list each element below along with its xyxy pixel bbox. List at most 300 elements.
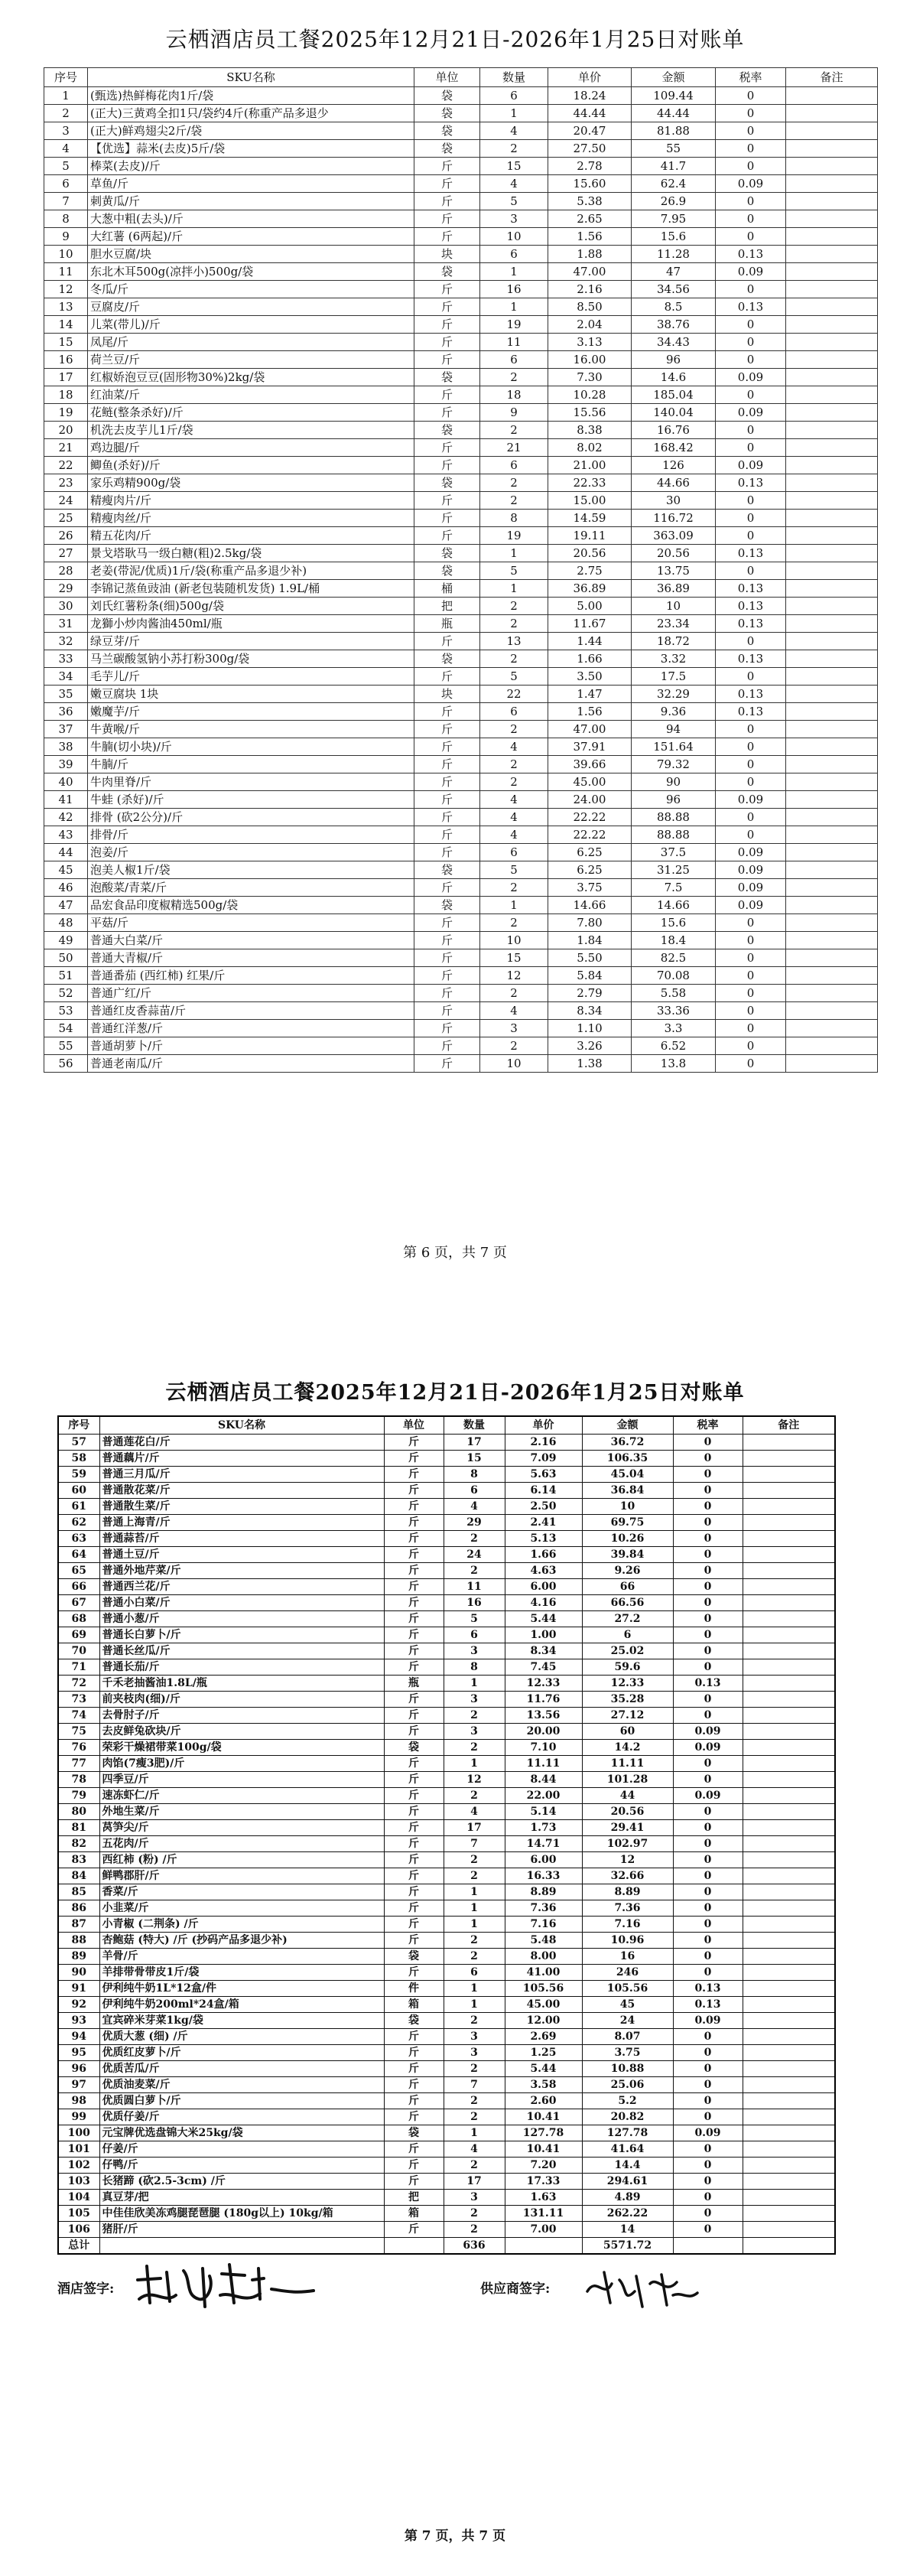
- row-tax-rate: 0: [716, 721, 786, 738]
- row-index: 51: [44, 967, 88, 985]
- row-quantity: 6: [444, 1627, 505, 1643]
- row-note: [743, 1643, 835, 1659]
- row-tax-rate: 0.13: [716, 474, 786, 492]
- row-amount: 13.75: [632, 562, 716, 580]
- row-unit: 斤: [414, 175, 480, 193]
- row-unit-price: 7.00: [505, 2222, 582, 2238]
- col-header-note: 备注: [743, 1416, 835, 1435]
- row-quantity: 1: [444, 1756, 505, 1772]
- row-unit: 件: [384, 1981, 444, 1997]
- row-tax-rate: 0.13: [716, 545, 786, 562]
- row-unit-price: 17.33: [505, 2174, 582, 2190]
- table-row: [58, 1852, 835, 1868]
- total-quantity: 636: [444, 2238, 505, 2255]
- row-unit: 斤: [414, 404, 480, 422]
- row-unit: 斤: [414, 210, 480, 228]
- row-quantity: 15: [444, 1451, 505, 1467]
- col-header-tax: 税率: [716, 68, 786, 87]
- row-tax-rate: 0: [673, 1611, 743, 1627]
- row-index: 12: [44, 281, 88, 298]
- row-index: 64: [58, 1547, 99, 1563]
- row-index: 49: [44, 932, 88, 949]
- row-sku-name: 精五花肉/斤: [88, 527, 414, 545]
- row-index: 36: [44, 703, 88, 721]
- row-tax-rate: 0: [716, 492, 786, 510]
- row-sku-name: 平菇/斤: [88, 914, 414, 932]
- table-row: [58, 2141, 835, 2158]
- row-unit-price: 3.75: [548, 879, 632, 897]
- row-tax-rate: 0: [716, 967, 786, 985]
- table-row: [44, 175, 878, 193]
- row-sku-name: 优质红皮萝卜/斤: [99, 2045, 384, 2061]
- row-tax-rate: 0: [716, 334, 786, 351]
- row-unit-price: 7.80: [548, 914, 632, 932]
- row-unit-price: 22.22: [548, 826, 632, 844]
- row-index: 43: [44, 826, 88, 844]
- row-sku-name: 长猪蹄 (砍2.5-3cm) /斤: [99, 2174, 384, 2190]
- row-quantity: 1: [480, 298, 548, 316]
- row-sku-name: 优质大葱 (细) /斤: [99, 2029, 384, 2045]
- row-tax-rate: 0: [673, 1531, 743, 1547]
- row-note: [743, 1659, 835, 1676]
- row-unit: 斤: [384, 1820, 444, 1836]
- row-unit-price: 41.00: [505, 1965, 582, 1981]
- row-amount: 5.2: [582, 2093, 673, 2109]
- row-tax-rate: 0.09: [716, 369, 786, 386]
- row-tax-rate: 0: [716, 193, 786, 210]
- row-unit-price: 7.30: [548, 369, 632, 386]
- row-quantity: 13: [480, 633, 548, 650]
- row-quantity: 12: [444, 1772, 505, 1788]
- row-unit-price: 105.56: [505, 1981, 582, 1997]
- row-quantity: 6: [480, 87, 548, 105]
- row-quantity: 24: [444, 1547, 505, 1563]
- row-tax-rate: 0: [716, 738, 786, 756]
- table-header-row: [44, 68, 878, 87]
- table-row: [58, 1740, 835, 1756]
- row-amount: 59.6: [582, 1659, 673, 1676]
- row-unit-price: 8.00: [505, 1949, 582, 1965]
- row-unit: 斤: [384, 1595, 444, 1611]
- row-sku-name: 去皮鲜兔砍块/斤: [99, 1724, 384, 1740]
- row-note: [786, 668, 878, 686]
- table-row: [58, 1804, 835, 1820]
- row-tax-rate: 0: [716, 210, 786, 228]
- row-amount: 7.36: [582, 1900, 673, 1917]
- row-unit: 斤: [384, 1917, 444, 1933]
- row-quantity: 2: [444, 1788, 505, 1804]
- row-sku-name: 鲜鸭郡肝/斤: [99, 1868, 384, 1884]
- row-index: 17: [44, 369, 88, 386]
- row-tax-rate: 0.09: [716, 844, 786, 861]
- row-quantity: 2: [480, 650, 548, 668]
- row-sku-name: 普通红皮香蒜苗/斤: [88, 1002, 414, 1020]
- row-note: [743, 1435, 835, 1451]
- row-quantity: 4: [444, 1804, 505, 1820]
- row-note: [786, 439, 878, 457]
- row-index: 42: [44, 809, 88, 826]
- row-quantity: 2: [480, 422, 548, 439]
- table-row: [58, 2206, 835, 2222]
- row-amount: 262.22: [582, 2206, 673, 2222]
- row-quantity: 1: [480, 897, 548, 914]
- table-row: [58, 1900, 835, 1917]
- row-note: [743, 1933, 835, 1949]
- table-row: [44, 773, 878, 791]
- table-row: [44, 316, 878, 334]
- row-sku-name: (正大)鲜鸡翅尖2斤/袋: [88, 122, 414, 140]
- row-amount: 8.89: [582, 1884, 673, 1900]
- row-amount: 14.4: [582, 2158, 673, 2174]
- row-sku-name: 鸡边腿/斤: [88, 439, 414, 457]
- row-quantity: 3: [480, 210, 548, 228]
- row-note: [743, 1868, 835, 1884]
- row-tax-rate: 0: [673, 1483, 743, 1499]
- row-unit: 斤: [414, 914, 480, 932]
- row-amount: 15.6: [632, 228, 716, 246]
- table-row: [58, 1820, 835, 1836]
- row-tax-rate: 0: [673, 2222, 743, 2238]
- table-row: [58, 2029, 835, 2045]
- row-quantity: 15: [480, 158, 548, 175]
- row-index: 103: [58, 2174, 99, 2190]
- row-amount: 127.78: [582, 2125, 673, 2141]
- row-quantity: 1: [480, 580, 548, 598]
- table-row: [44, 369, 878, 386]
- row-unit-price: 8.34: [505, 1643, 582, 1659]
- row-quantity: 1: [480, 263, 548, 281]
- row-amount: 44.66: [632, 474, 716, 492]
- row-sku-name: 香菜/斤: [99, 1884, 384, 1900]
- row-note: [786, 474, 878, 492]
- row-index: 88: [58, 1933, 99, 1949]
- row-unit-price: 27.50: [548, 140, 632, 158]
- row-amount: 10: [632, 598, 716, 615]
- row-index: 63: [58, 1531, 99, 1547]
- row-quantity: 1: [444, 1981, 505, 1997]
- row-unit-price: 1.88: [548, 246, 632, 263]
- row-tax-rate: 0.13: [716, 703, 786, 721]
- row-amount: 4.89: [582, 2190, 673, 2206]
- table-row: [58, 1451, 835, 1467]
- row-unit-price: 1.10: [548, 1020, 632, 1037]
- row-tax-rate: 0: [716, 633, 786, 650]
- row-sku-name: 豆腐皮/斤: [88, 298, 414, 316]
- row-sku-name: 东北木耳500g(凉拌小)500g/袋: [88, 263, 414, 281]
- row-unit-price: 2.65: [548, 210, 632, 228]
- row-unit-price: 7.09: [505, 1451, 582, 1467]
- row-sku-name: 机洗去皮芋儿1斤/袋: [88, 422, 414, 439]
- row-amount: 151.64: [632, 738, 716, 756]
- table-row: [44, 633, 878, 650]
- row-note: [743, 1724, 835, 1740]
- row-amount: 8.07: [582, 2029, 673, 2045]
- table-row: [58, 1483, 835, 1499]
- row-index: 71: [58, 1659, 99, 1676]
- row-unit-price: 6.25: [548, 861, 632, 879]
- table-header-row: [58, 1416, 835, 1435]
- table-row: [44, 158, 878, 175]
- row-note: [743, 1547, 835, 1563]
- row-note: [743, 1531, 835, 1547]
- row-quantity: 3: [444, 1692, 505, 1708]
- row-amount: 16: [582, 1949, 673, 1965]
- row-note: [743, 2125, 835, 2141]
- row-tax-rate: 0: [673, 1643, 743, 1659]
- row-note: [786, 351, 878, 369]
- row-sku-name: 品宏食品印度椒精选500g/袋: [88, 897, 414, 914]
- row-unit: 块: [414, 686, 480, 703]
- row-unit: 袋: [414, 897, 480, 914]
- row-note: [786, 879, 878, 897]
- row-amount: 34.56: [632, 281, 716, 298]
- row-note: [743, 1820, 835, 1836]
- row-unit: 斤: [414, 510, 480, 527]
- row-quantity: 4: [480, 122, 548, 140]
- row-note: [786, 193, 878, 210]
- table-row: [58, 1692, 835, 1708]
- row-quantity: 1: [444, 2125, 505, 2141]
- row-unit-price: 8.44: [505, 1772, 582, 1788]
- table-row: [44, 949, 878, 967]
- row-sku-name: 红椒娇泡豆豆(固形物30%)2kg/袋: [88, 369, 414, 386]
- row-sku-name: 家乐鸡精900g/袋: [88, 474, 414, 492]
- row-note: [786, 949, 878, 967]
- row-index: 68: [58, 1611, 99, 1627]
- table-row: [44, 510, 878, 527]
- row-unit: 斤: [414, 844, 480, 861]
- row-sku-name: 羊骨/斤: [99, 1949, 384, 1965]
- row-sku-name: 优质圆白萝卜/斤: [99, 2093, 384, 2109]
- row-sku-name: 草鱼/斤: [88, 175, 414, 193]
- row-note: [743, 2045, 835, 2061]
- row-tax-rate: 0.13: [716, 686, 786, 703]
- statement-table: [44, 67, 878, 1073]
- table-row: [44, 844, 878, 861]
- row-sku-name: 牛腩(切小块)/斤: [88, 738, 414, 756]
- row-unit-price: 2.16: [548, 281, 632, 298]
- row-index: 52: [44, 985, 88, 1002]
- row-tax-rate: 0: [716, 87, 786, 105]
- table-row: [44, 105, 878, 122]
- row-quantity: 17: [444, 1435, 505, 1451]
- row-note: [786, 263, 878, 281]
- col-header-price: 单价: [548, 68, 632, 87]
- table-row: [58, 2013, 835, 2029]
- row-note: [786, 457, 878, 474]
- row-unit: 斤: [384, 2158, 444, 2174]
- row-quantity: 2: [444, 2109, 505, 2125]
- row-quantity: 22: [480, 686, 548, 703]
- row-unit-price: 39.66: [548, 756, 632, 773]
- row-tax-rate: 0: [673, 1884, 743, 1900]
- row-quantity: 2: [444, 1531, 505, 1547]
- row-unit-price: 2.69: [505, 2029, 582, 2045]
- row-unit-price: 14.71: [505, 1836, 582, 1852]
- table-row: [44, 809, 878, 826]
- row-sku-name: 普通上海青/斤: [99, 1515, 384, 1531]
- row-tax-rate: 0: [673, 2109, 743, 2125]
- row-index: 66: [58, 1579, 99, 1595]
- row-quantity: 1: [444, 1917, 505, 1933]
- row-unit: 斤: [414, 1002, 480, 1020]
- row-unit-price: 37.91: [548, 738, 632, 756]
- row-note: [743, 1563, 835, 1579]
- row-note: [786, 826, 878, 844]
- table-row: [58, 1595, 835, 1611]
- row-quantity: 2: [480, 140, 548, 158]
- table-row: [58, 1467, 835, 1483]
- row-index: 4: [44, 140, 88, 158]
- row-unit-price: 5.14: [505, 1804, 582, 1820]
- page-footer: 第 6 页，共 7 页: [403, 1245, 507, 1261]
- row-note: [743, 2222, 835, 2238]
- row-quantity: 2: [444, 1563, 505, 1579]
- row-unit: 袋: [414, 422, 480, 439]
- row-note: [786, 686, 878, 703]
- row-note: [786, 791, 878, 809]
- row-sku-name: 普通外地芹菜/斤: [99, 1563, 384, 1579]
- row-unit: 斤: [414, 193, 480, 210]
- table-row: [58, 1627, 835, 1643]
- total-label: 总计: [58, 2238, 99, 2255]
- row-index: 40: [44, 773, 88, 791]
- row-index: 35: [44, 686, 88, 703]
- row-tax-rate: 0.13: [716, 598, 786, 615]
- row-unit-price: 2.60: [505, 2093, 582, 2109]
- row-unit: 斤: [414, 1055, 480, 1073]
- col-header-sku: SKU名称: [99, 1416, 384, 1435]
- row-tax-rate: 0: [716, 439, 786, 457]
- row-unit: 斤: [384, 1836, 444, 1852]
- row-note: [786, 773, 878, 791]
- row-index: 77: [58, 1756, 99, 1772]
- row-index: 3: [44, 122, 88, 140]
- row-unit: 斤: [384, 1772, 444, 1788]
- row-unit-price: 5.44: [505, 1611, 582, 1627]
- table-row: [44, 193, 878, 210]
- row-unit-price: 3.26: [548, 1037, 632, 1055]
- row-tax-rate: 0: [716, 932, 786, 949]
- row-unit-price: 5.13: [505, 1531, 582, 1547]
- row-note: [786, 932, 878, 949]
- row-quantity: 17: [444, 2174, 505, 2190]
- table-row: [58, 1884, 835, 1900]
- row-unit-price: 6.00: [505, 1579, 582, 1595]
- col-header-amount: 金额: [632, 68, 716, 87]
- row-quantity: 3: [444, 2190, 505, 2206]
- row-note: [743, 1692, 835, 1708]
- row-unit: 斤: [384, 2045, 444, 2061]
- row-unit: 斤: [384, 1467, 444, 1483]
- row-index: 78: [58, 1772, 99, 1788]
- row-unit-price: 7.16: [505, 1917, 582, 1933]
- row-amount: 36.72: [582, 1435, 673, 1451]
- table-row: [58, 1949, 835, 1965]
- row-amount: 32.29: [632, 686, 716, 703]
- row-amount: 6: [582, 1627, 673, 1643]
- row-sku-name: 普通大青椒/斤: [88, 949, 414, 967]
- row-amount: 31.25: [632, 861, 716, 879]
- row-unit: 斤: [414, 158, 480, 175]
- table-row: [44, 826, 878, 844]
- row-quantity: 3: [444, 1643, 505, 1659]
- row-quantity: 7: [444, 2077, 505, 2093]
- table-row: [44, 1020, 878, 1037]
- row-sku-name: 普通广红/斤: [88, 985, 414, 1002]
- row-quantity: 17: [444, 1820, 505, 1836]
- row-amount: 35.28: [582, 1692, 673, 1708]
- row-quantity: 8: [444, 1659, 505, 1676]
- row-unit-price: 14.59: [548, 510, 632, 527]
- row-tax-rate: 0.13: [716, 580, 786, 598]
- row-unit-price: 47.00: [548, 721, 632, 738]
- row-unit-price: 1.56: [548, 228, 632, 246]
- row-amount: 27.2: [582, 1611, 673, 1627]
- row-index: 34: [44, 668, 88, 686]
- row-sku-name: 普通小葱/斤: [99, 1611, 384, 1627]
- total-amount: 5571.72: [582, 2238, 673, 2255]
- row-unit: 袋: [414, 650, 480, 668]
- row-note: [743, 1451, 835, 1467]
- row-note: [786, 140, 878, 158]
- row-index: 94: [58, 2029, 99, 2045]
- row-sku-name: 伊利纯牛奶1L*12盒/件: [99, 1981, 384, 1997]
- row-sku-name: 千禾老抽酱油1.8L/瓶: [99, 1676, 384, 1692]
- row-index: 80: [58, 1804, 99, 1820]
- row-unit-price: 24.00: [548, 791, 632, 809]
- table-row: [44, 422, 878, 439]
- row-tax-rate: 0: [673, 1917, 743, 1933]
- row-sku-name: 牛黄喉/斤: [88, 721, 414, 738]
- row-note: [743, 1740, 835, 1756]
- row-amount: 82.5: [632, 949, 716, 967]
- row-unit: 斤: [384, 2222, 444, 2238]
- row-note: [743, 2174, 835, 2190]
- row-quantity: 2: [444, 1949, 505, 1965]
- row-tax-rate: 0: [716, 1002, 786, 1020]
- row-amount: 116.72: [632, 510, 716, 527]
- row-unit: 斤: [414, 967, 480, 985]
- page-title: 云栖酒店员工餐2025年12月21日-2026年1月25日对账单: [165, 1381, 745, 1405]
- row-sku-name: 优质油麦菜/斤: [99, 2077, 384, 2093]
- row-quantity: 2: [480, 492, 548, 510]
- table-row: [44, 756, 878, 773]
- row-sku-name: 普通胡萝卜/斤: [88, 1037, 414, 1055]
- row-note: [786, 510, 878, 527]
- row-index: 39: [44, 756, 88, 773]
- row-tax-rate: 0: [716, 826, 786, 844]
- row-unit-price: 1.73: [505, 1820, 582, 1836]
- row-index: 70: [58, 1643, 99, 1659]
- row-index: 21: [44, 439, 88, 457]
- row-unit: 桶: [414, 580, 480, 598]
- row-sku-name: 大葱中粗(去头)/斤: [88, 210, 414, 228]
- row-tax-rate: 0.09: [716, 263, 786, 281]
- row-unit-price: 1.38: [548, 1055, 632, 1073]
- row-amount: 106.35: [582, 1451, 673, 1467]
- table-row: [44, 967, 878, 985]
- row-tax-rate: 0: [716, 386, 786, 404]
- row-amount: 9.36: [632, 703, 716, 721]
- row-quantity: 11: [444, 1579, 505, 1595]
- row-quantity: 2: [444, 2093, 505, 2109]
- row-unit-price: 7.20: [505, 2158, 582, 2174]
- row-tax-rate: 0: [673, 1756, 743, 1772]
- row-tax-rate: 0: [673, 2093, 743, 2109]
- row-unit-price: 47.00: [548, 263, 632, 281]
- table-row: [44, 897, 878, 914]
